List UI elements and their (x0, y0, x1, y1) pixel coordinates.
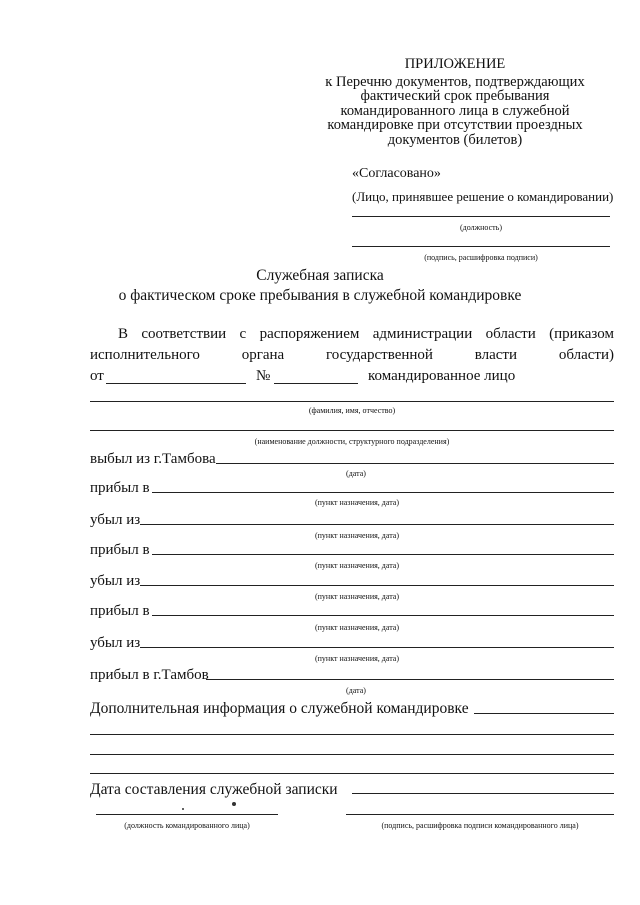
appendix-line: фактический срок пребывания (360, 88, 550, 104)
intro-word: администрации (372, 326, 473, 342)
intro-word: государственной (326, 347, 433, 363)
order-date-line[interactable] (106, 383, 246, 384)
arrived-caption-3: (пункт назначения, дата) (314, 623, 400, 632)
intro-word: области (485, 326, 536, 342)
signer-signature-caption: (подпись, расшифровка подписи командированного лица) (381, 821, 579, 830)
intro-word: распоряжением (259, 326, 360, 342)
from-label: от (90, 368, 104, 384)
order-number-line[interactable] (274, 383, 358, 384)
additional-info-line-3[interactable] (90, 754, 614, 755)
arrived-caption-1: (пункт назначения, дата) (314, 498, 400, 507)
departed-tambov-caption: (дата) (346, 469, 366, 478)
position-dept-caption: (наименование должности, структурного подразделения) (254, 437, 450, 446)
full-name-caption: (фамилия, имя, отчество) (308, 406, 396, 415)
appendix-line: командировке при отсутствии проездных (327, 117, 583, 133)
appendix-line: документов (билетов) (387, 131, 523, 148)
scan-speck (232, 802, 236, 806)
departed-line-3[interactable] (140, 647, 614, 648)
arrived-caption-2: (пункт назначения, дата) (314, 561, 400, 570)
departed-label-3: убыл из (90, 635, 141, 651)
signer-position-caption: (должность командированного лица) (124, 821, 250, 830)
arrived-line-2[interactable] (152, 554, 614, 555)
additional-info-line-2[interactable] (90, 734, 614, 735)
document-subtitle: о фактическом сроке пребывания в служебной командировке (118, 287, 522, 304)
departed-line-2[interactable] (140, 585, 614, 586)
full-name-line[interactable] (90, 401, 614, 402)
approval-signature-line[interactable] (352, 246, 610, 247)
appendix-title: ПРИЛОЖЕНИЕ (404, 56, 506, 72)
date-compiled-label: Дата составления служебной записки (90, 781, 338, 798)
intro-word: органа (241, 347, 285, 363)
appendix-line: командированного лица в служебной (340, 102, 570, 119)
arrived-tambov-caption: (дата) (346, 686, 366, 695)
arrived-label-2: прибыл в (90, 542, 150, 558)
approval-position-line[interactable] (352, 216, 610, 217)
departed-caption-1: (пункт назначения, дата) (314, 531, 400, 540)
intro-word: области) (558, 347, 614, 363)
intro-word: В (118, 326, 129, 342)
arrived-line-3[interactable] (152, 615, 614, 616)
document-title: Служебная записка (256, 267, 384, 284)
intro-word: (приказом (549, 326, 614, 342)
arrived-label-3: прибыл в (90, 603, 150, 619)
departed-tambov-line[interactable] (216, 463, 614, 464)
arrived-tambov-label: прибыл в г.Тамбов (90, 667, 209, 683)
intro-word: власти (474, 347, 518, 363)
approval-position-caption: (должность) (460, 223, 502, 232)
additional-info-line-1[interactable] (474, 713, 614, 714)
intro-line-2 (90, 347, 614, 364)
intro-word: исполнительного (90, 347, 200, 363)
departed-caption-2: (пункт назначения, дата) (314, 592, 400, 601)
intro-line-1 (118, 326, 614, 343)
person-label: командированное лицо (368, 368, 516, 384)
arrived-label-1: прибыл в (90, 480, 150, 496)
signer-position-line[interactable] (96, 814, 278, 815)
number-label: № (256, 368, 271, 384)
departed-label-1: убыл из (90, 512, 141, 528)
approval-heading: «Согласовано» (352, 166, 441, 181)
additional-info-label: Дополнительная информация о служебной командировке (90, 700, 469, 717)
position-dept-line[interactable] (90, 430, 614, 431)
scan-speck (182, 808, 184, 810)
additional-info-line-4[interactable] (90, 773, 614, 774)
departed-line-1[interactable] (140, 524, 614, 525)
signer-signature-line[interactable] (346, 814, 614, 815)
intro-word: соответствии (141, 326, 227, 342)
departed-caption-3: (пункт назначения, дата) (314, 654, 400, 663)
approval-subtitle: (Лицо, принявшее решение о командировании) (352, 189, 614, 204)
intro-word: с (239, 326, 247, 342)
arrived-line-1[interactable] (152, 492, 614, 493)
approval-signature-caption: (подпись, расшифровка подписи) (424, 253, 538, 262)
departed-label-2: убыл из (90, 573, 141, 589)
date-compiled-line[interactable] (352, 793, 614, 794)
departed-tambov-label: выбыл из г.Тамбова (90, 451, 216, 467)
arrived-tambov-line[interactable] (206, 679, 614, 680)
appendix-block (320, 57, 590, 147)
appendix-line: к Перечню документов, подтверждающих (325, 73, 585, 90)
